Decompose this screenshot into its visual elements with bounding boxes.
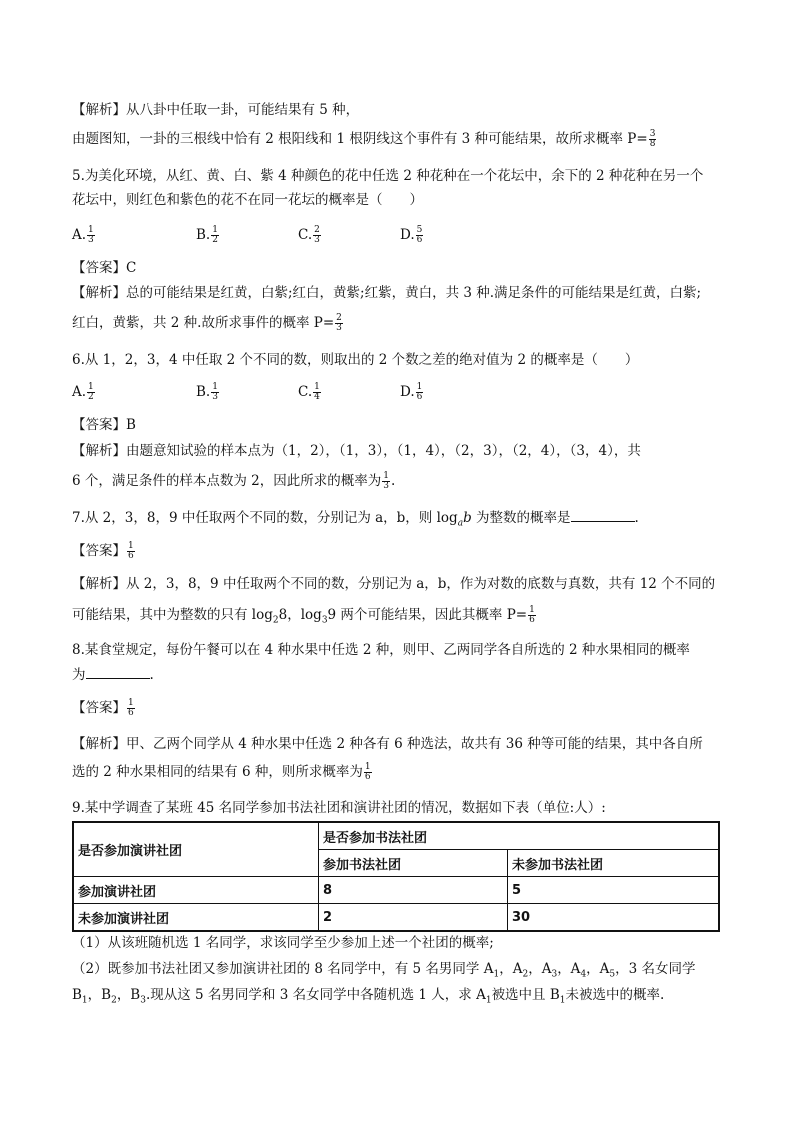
solution-6-line-1: 【解析】由题意知试验的样本点为（1，2），（1，3），（1，4），（2，3），（2，4），（3，4），共 (72, 443, 641, 459)
table-cell: 30 (508, 904, 720, 932)
table-row-label: 参加演讲社团 (73, 877, 319, 904)
table-col-header: 未参加书法社团 (508, 850, 720, 877)
question-6: 6.从 1，2，3，4 中任取 2 个不同的数，则取出的 2 个数之差的绝对值为 2 的概率是（ ） (72, 352, 639, 368)
q5-option-d: D. $\frac{5}{6}$ (400, 225, 423, 245)
question-9-part-2-cont: $B_1$，$B_2$，$B_3$.现从这 5 名男同学和 3 名女同学中各随机选 1 人，求 $A_1$被选中且 $B_1$未被选中的概率. (72, 987, 665, 1006)
question-5-line-1: 5.为美化环境，从红、黄、白、紫 4 种颜色的花中任选 2 种花种在一个花坛中，余下的 2 种花种在另一个 (72, 168, 704, 184)
table-row (73, 904, 719, 932)
table-col-header: 参加书法社团 (319, 850, 508, 877)
answer-8: 【答案】 $\frac{1}{6}$ (72, 698, 134, 718)
q6-option-b: B. $\frac{1}{3}$ (196, 382, 218, 402)
q5-option-a: A. $\frac{1}{3}$ (72, 225, 94, 245)
q6-option-d: D. $\frac{1}{6}$ (400, 382, 423, 402)
question-5-line-2: 花坛中，则红色和紫色的花不在同一花坛的概率是（ ） (72, 192, 423, 208)
answer-5: 【答案】C (72, 260, 137, 276)
fraction: $\frac{3}{8}$ (649, 129, 656, 149)
table-group-header: 是否参加书法社团 (319, 822, 720, 850)
q6-option-c: C. $\frac{1}{4}$ (298, 382, 320, 402)
fraction: $\frac{1}{6}$ (128, 698, 134, 718)
question-7: 7.从 2，3，8，9 中任取两个不同的数，分别记为 a，b，则 $\log_ab$ 为整数的概率是 . (72, 510, 639, 529)
solution-4-line-1: 【解析】从八卦中任取一卦，可能结果有 5 种， (72, 102, 360, 118)
table-corner-header: 是否参加演讲社团 (73, 822, 319, 877)
solution-5-line-2: 红白，黄紫，共 2 种.故所求事件的概率 P= $\frac{2}{3}$ (72, 313, 342, 333)
fraction: $\frac{1}{6}$ (364, 762, 371, 782)
solution-7-line-2: 可能结果，其中为整数的只有 $\log_28$，$\log_39$ 两个可能结果，因此其概率 P= $\frac{1}{6}$ (72, 605, 535, 626)
solution-8-line-2: 选的 2 种水果相同的结果有 6 种，则所求概率为 $\frac{1}{6}$ (72, 762, 371, 782)
answer-7: 【答案】 $\frac{1}{6}$ (72, 541, 134, 561)
table-row (73, 877, 719, 904)
answer-blank (86, 666, 150, 679)
solution-4-text: 由题图知，一卦的三根线中恰有 2 根阳线和 1 根阴线这个事件有 3 种可能结果，故所求概率 P= (72, 131, 648, 147)
answer-6: 【答案】B (72, 417, 136, 433)
question-9: 9.某中学调查了某班 45 名同学参加书法社团和演讲社团的情况，数据如下表（单位:人）: (72, 800, 606, 816)
solution-4-line-2 (72, 130, 657, 149)
solution-8-line-1: 【解析】甲、乙两个同学从 4 种水果中任选 2 种各有 6 种选法，故共有 36 种等可能的结果，其中各自所 (72, 736, 703, 752)
table-cell: 5 (508, 877, 720, 904)
survey-table (72, 821, 720, 932)
fraction: $\frac{1}{3}$ (383, 471, 389, 491)
solution-7-line-1: 【解析】从 2，3，8，9 中任取两个不同的数，分别记为 a，b，作为对数的底数与真数，共有 12 个不同的 (72, 576, 716, 592)
table-cell: 8 (319, 877, 508, 904)
table-row-label: 未参加演讲社团 (73, 904, 319, 932)
question-8-line-1: 8.某食堂规定，每份午餐可以在 4 种水果中任选 2 种，则甲、乙两同学各自所选的 2 种水果相同的概率 (72, 642, 690, 658)
q5-option-c: C. $\frac{2}{3}$ (298, 225, 320, 245)
question-8-line-2: 为 . (72, 667, 154, 683)
q6-option-a: A. $\frac{1}{2}$ (72, 382, 94, 402)
solution-6-line-2: 6 个，满足条件的样本点数为 2，因此所求的概率为 $\frac{1}{3}$ . (72, 471, 396, 491)
fraction: $\frac{1}{6}$ (128, 541, 134, 561)
table-cell: 2 (319, 904, 508, 932)
question-9-part-2: （2）既参加书法社团又参加演讲社团的 8 名同学中，有 5 名男同学 $A_1$，$A_2$，$A_3$，$A_4$，$A_5$，3 名女同学 (72, 961, 696, 980)
question-9-part-1: （1）从该班随机选 1 名同学，求该同学至少参加上述一个社团的概率; (72, 935, 494, 951)
q5-option-b: B. $\frac{1}{2}$ (196, 225, 218, 245)
fraction: $\frac{1}{6}$ (529, 605, 535, 625)
answer-blank (571, 509, 635, 522)
solution-5-line-1: 【解析】总的可能结果是红黄，白紫;红白，黄紫;红紫，黄白，共 3 种.满足条件的可能结果是红黄，白紫; (72, 285, 702, 301)
fraction: $\frac{2}{3}$ (336, 313, 342, 333)
